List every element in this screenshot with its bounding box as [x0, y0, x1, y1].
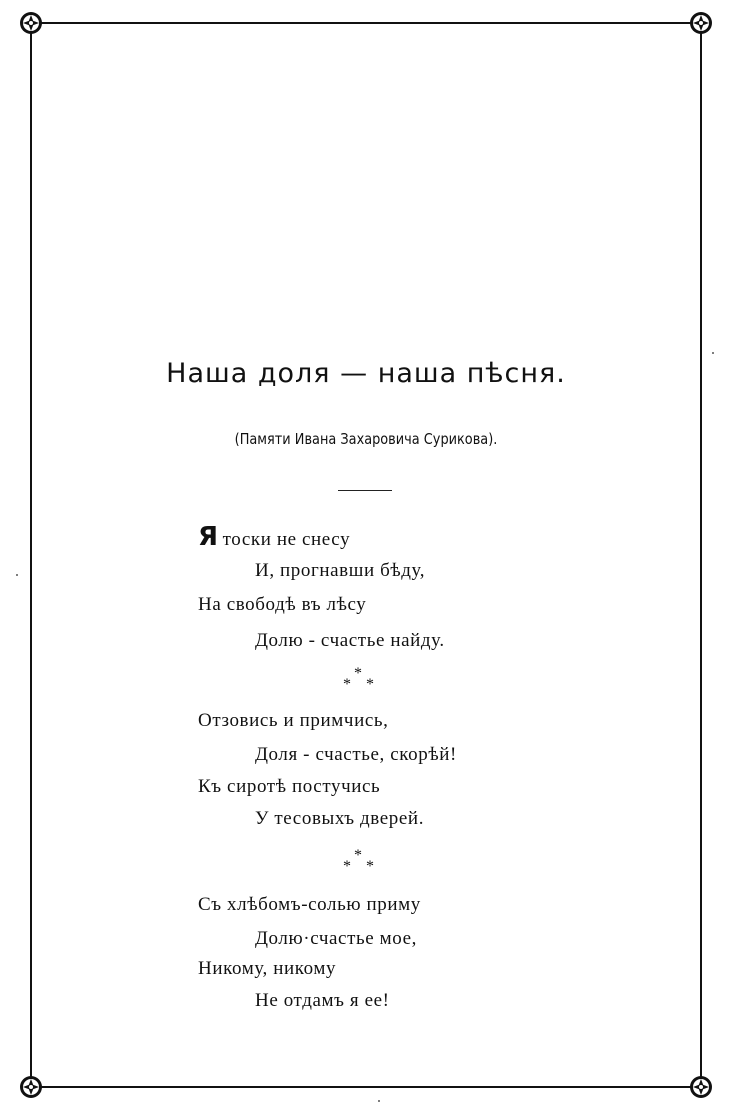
- drop-initial: Я: [198, 522, 219, 552]
- verse-line: У тесовыхъ дверей.: [255, 808, 425, 829]
- verse-line: Не отдамъ я ее!: [255, 990, 390, 1011]
- verse-line: Доля - счастье, скорѣй!: [255, 744, 457, 765]
- asterisk-glyph: *: [366, 858, 374, 875]
- stanza-separator: [339, 848, 383, 876]
- asterisk-glyph: *: [354, 665, 362, 682]
- poem-dedication: (Памяти Ивана Захаровича Сурикова).: [234, 430, 498, 448]
- poem-title: Наша доля — наша пѣсня.: [166, 358, 566, 389]
- frame-border-bottom: [36, 1086, 696, 1088]
- verse-line: На свободѣ въ лѣсу: [198, 594, 367, 615]
- verse-line: Никому, никому: [198, 958, 337, 979]
- stanza-separator: [339, 666, 383, 694]
- verse-line: Отзовись и примчись,: [198, 710, 389, 731]
- verse-line: И, прогнавши бѣду,: [255, 560, 426, 581]
- print-speck: [16, 574, 18, 576]
- corner-ornament-icon: [688, 10, 714, 36]
- asterisk-glyph: *: [366, 676, 374, 693]
- corner-ornament-icon: [18, 10, 44, 36]
- verse-line: Долю·счастье мое,: [255, 928, 417, 949]
- corner-ornament-icon: [18, 1074, 44, 1100]
- corner-ornament-icon: [688, 1074, 714, 1100]
- frame-border-left: [30, 30, 32, 1082]
- frame-border-top: [36, 22, 696, 24]
- frame-border-right: [700, 30, 702, 1082]
- verse-line: Къ сиротѣ постучись: [198, 776, 381, 797]
- print-speck: [378, 1100, 380, 1102]
- verse-line: Съ хлѣбомъ-солью приму: [198, 894, 421, 915]
- title-rule: [338, 490, 392, 491]
- verse-line-text: тоски не снесу: [222, 529, 351, 550]
- verse-line: Долю - счастье найду.: [255, 630, 445, 651]
- verse-line: [198, 522, 350, 552]
- print-speck: [712, 352, 714, 354]
- asterisk-glyph: *: [343, 676, 351, 693]
- asterisk-glyph: *: [354, 847, 362, 864]
- asterisk-glyph: *: [343, 858, 351, 875]
